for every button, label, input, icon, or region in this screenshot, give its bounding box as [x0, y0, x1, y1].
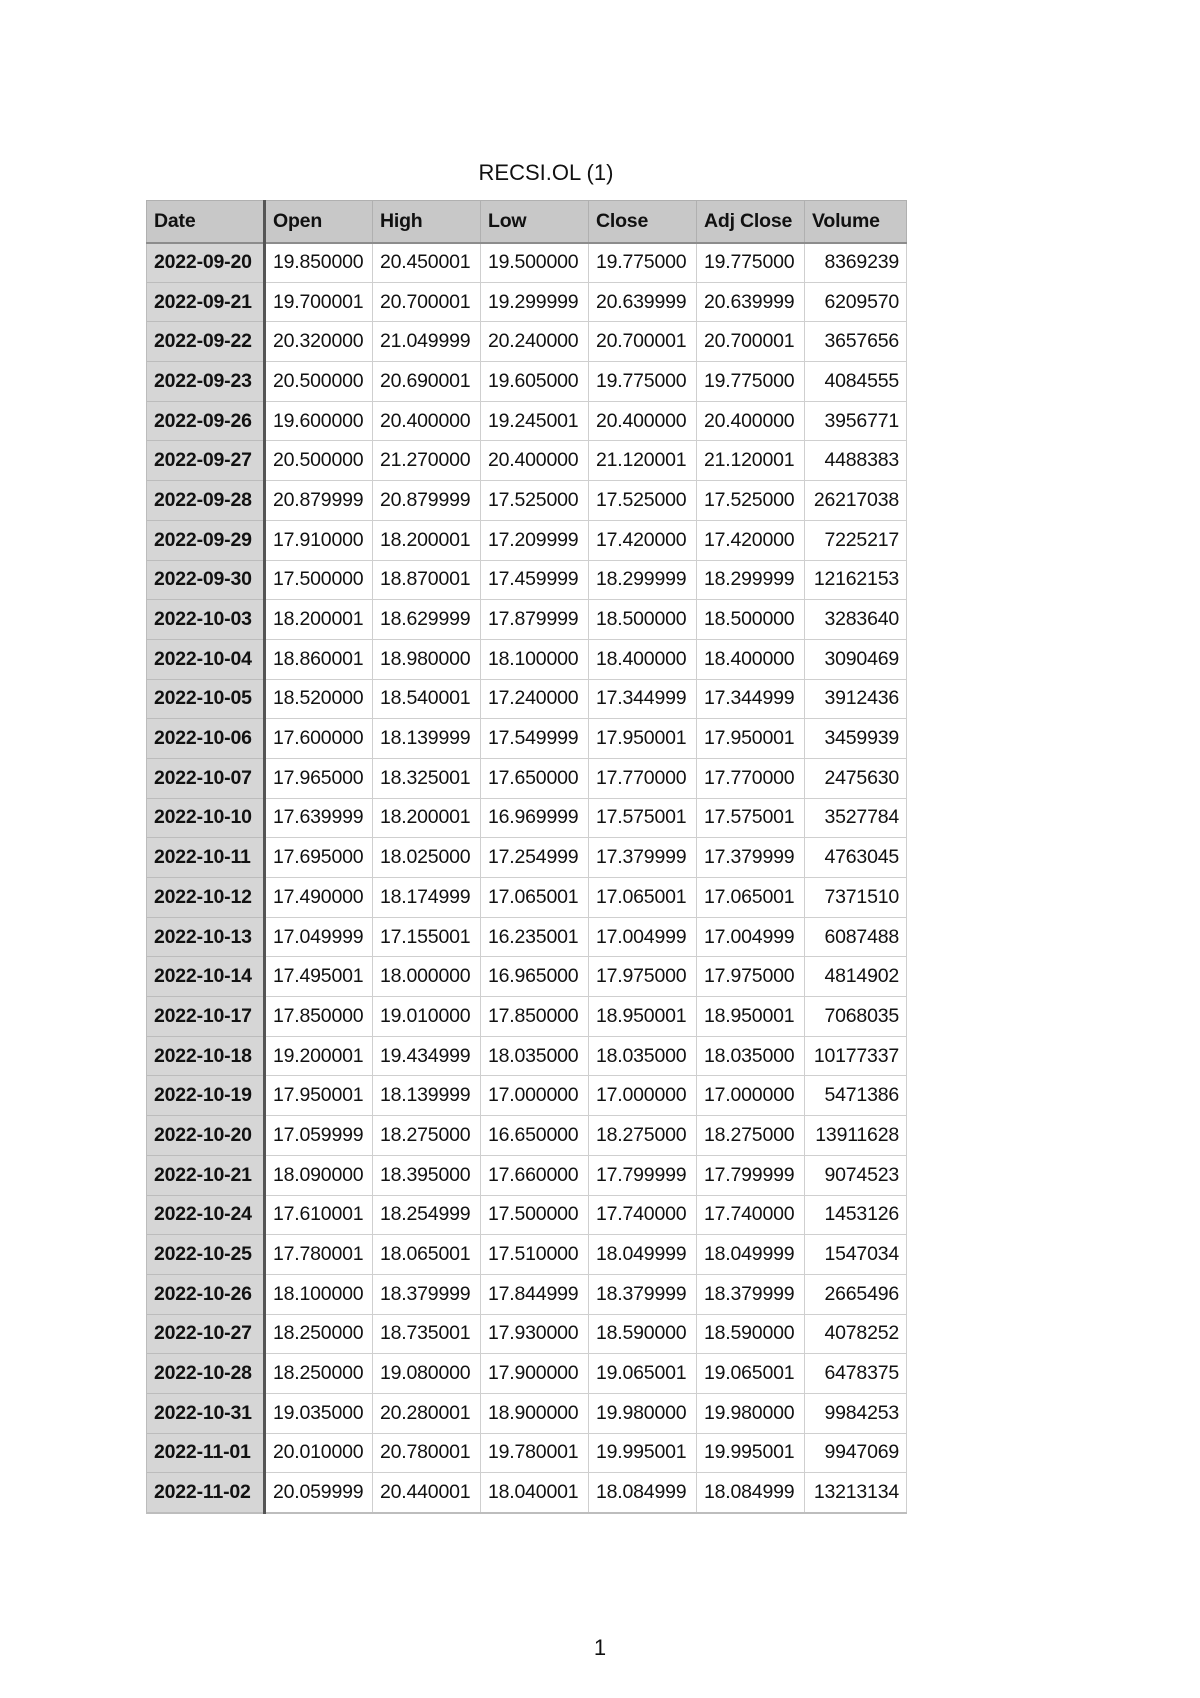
cell-close: 18.950001 [589, 997, 697, 1037]
cell-volume: 12162153 [805, 560, 907, 600]
cell-date: 2022-09-28 [147, 481, 265, 521]
cell-volume: 1453126 [805, 1195, 907, 1235]
cell-volume: 2665496 [805, 1274, 907, 1314]
cell-volume: 13213134 [805, 1473, 907, 1513]
cell-volume: 9947069 [805, 1433, 907, 1473]
cell-adj-close: 18.400000 [697, 639, 805, 679]
cell-adj-close: 18.275000 [697, 1116, 805, 1156]
cell-open: 20.500000 [265, 441, 373, 481]
cell-volume: 7068035 [805, 997, 907, 1037]
cell-low: 17.879999 [481, 600, 589, 640]
cell-date: 2022-10-28 [147, 1354, 265, 1394]
cell-date: 2022-09-26 [147, 401, 265, 441]
cell-volume: 10177337 [805, 1036, 907, 1076]
cell-adj-close: 18.299999 [697, 560, 805, 600]
cell-high: 20.690001 [373, 362, 481, 402]
cell-volume: 2475630 [805, 758, 907, 798]
column-header-volume: Volume [805, 201, 907, 243]
cell-volume: 3527784 [805, 798, 907, 838]
cell-close: 18.049999 [589, 1235, 697, 1275]
cell-low: 17.900000 [481, 1354, 589, 1394]
table-row [147, 560, 907, 600]
cell-open: 19.700001 [265, 282, 373, 322]
cell-volume: 26217038 [805, 481, 907, 521]
cell-high: 18.629999 [373, 600, 481, 640]
table-row [147, 917, 907, 957]
cell-close: 19.980000 [589, 1393, 697, 1433]
cell-close: 18.400000 [589, 639, 697, 679]
column-header-open: Open [265, 201, 373, 243]
table-row [147, 481, 907, 521]
table-row [147, 997, 907, 1037]
cell-high: 20.400000 [373, 401, 481, 441]
cell-close: 19.065001 [589, 1354, 697, 1394]
cell-low: 17.844999 [481, 1274, 589, 1314]
cell-volume: 1547034 [805, 1235, 907, 1275]
column-header-date: Date [147, 201, 265, 243]
cell-adj-close: 17.004999 [697, 917, 805, 957]
cell-low: 17.650000 [481, 758, 589, 798]
cell-low: 17.209999 [481, 520, 589, 560]
cell-low: 19.245001 [481, 401, 589, 441]
cell-date: 2022-11-01 [147, 1433, 265, 1473]
cell-high: 18.200001 [373, 798, 481, 838]
cell-low: 17.500000 [481, 1195, 589, 1235]
cell-low: 16.965000 [481, 957, 589, 997]
cell-open: 20.500000 [265, 362, 373, 402]
cell-open: 18.860001 [265, 639, 373, 679]
cell-date: 2022-09-30 [147, 560, 265, 600]
cell-close: 17.770000 [589, 758, 697, 798]
cell-low: 17.459999 [481, 560, 589, 600]
table-row [147, 441, 907, 481]
cell-high: 20.700001 [373, 282, 481, 322]
header-row [147, 201, 907, 243]
cell-low: 17.850000 [481, 997, 589, 1037]
cell-close: 18.084999 [589, 1473, 697, 1513]
cell-low: 17.254999 [481, 838, 589, 878]
cell-adj-close: 17.420000 [697, 520, 805, 560]
cell-open: 17.965000 [265, 758, 373, 798]
cell-date: 2022-11-02 [147, 1473, 265, 1513]
cell-high: 18.735001 [373, 1314, 481, 1354]
table-row [147, 243, 907, 283]
cell-high: 18.870001 [373, 560, 481, 600]
cell-adj-close: 18.035000 [697, 1036, 805, 1076]
cell-high: 20.450001 [373, 243, 481, 283]
cell-open: 17.850000 [265, 997, 373, 1037]
cell-adj-close: 17.950001 [697, 719, 805, 759]
cell-low: 20.400000 [481, 441, 589, 481]
cell-date: 2022-10-31 [147, 1393, 265, 1433]
cell-adj-close: 20.400000 [697, 401, 805, 441]
cell-volume: 3090469 [805, 639, 907, 679]
cell-close: 20.639999 [589, 282, 697, 322]
cell-date: 2022-10-27 [147, 1314, 265, 1354]
cell-adj-close: 18.500000 [697, 600, 805, 640]
cell-date: 2022-10-26 [147, 1274, 265, 1314]
column-header-adj-close: Adj Close [697, 201, 805, 243]
table-row [147, 1155, 907, 1195]
cell-date: 2022-10-10 [147, 798, 265, 838]
cell-close: 17.740000 [589, 1195, 697, 1235]
cell-open: 17.639999 [265, 798, 373, 838]
cell-volume: 6478375 [805, 1354, 907, 1394]
cell-volume: 6087488 [805, 917, 907, 957]
table-row [147, 322, 907, 362]
column-header-high: High [373, 201, 481, 243]
cell-close: 18.590000 [589, 1314, 697, 1354]
column-header-low: Low [481, 201, 589, 243]
cell-adj-close: 20.700001 [697, 322, 805, 362]
table-row [147, 1235, 907, 1275]
cell-volume: 4763045 [805, 838, 907, 878]
cell-open: 18.520000 [265, 679, 373, 719]
table-row [147, 1195, 907, 1235]
cell-date: 2022-09-22 [147, 322, 265, 362]
cell-high: 18.379999 [373, 1274, 481, 1314]
table-row [147, 838, 907, 878]
cell-low: 16.969999 [481, 798, 589, 838]
table-row [147, 1354, 907, 1394]
cell-adj-close: 18.084999 [697, 1473, 805, 1513]
cell-close: 18.500000 [589, 600, 697, 640]
cell-date: 2022-10-03 [147, 600, 265, 640]
cell-open: 17.610001 [265, 1195, 373, 1235]
cell-open: 20.320000 [265, 322, 373, 362]
cell-open: 17.600000 [265, 719, 373, 759]
cell-open: 17.049999 [265, 917, 373, 957]
cell-close: 17.000000 [589, 1076, 697, 1116]
cell-date: 2022-10-21 [147, 1155, 265, 1195]
cell-volume: 4078252 [805, 1314, 907, 1354]
cell-date: 2022-09-20 [147, 243, 265, 283]
table-row [147, 1036, 907, 1076]
cell-high: 19.010000 [373, 997, 481, 1037]
cell-date: 2022-10-04 [147, 639, 265, 679]
cell-close: 21.120001 [589, 441, 697, 481]
cell-high: 19.434999 [373, 1036, 481, 1076]
cell-date: 2022-09-29 [147, 520, 265, 560]
cell-low: 18.040001 [481, 1473, 589, 1513]
cell-adj-close: 17.740000 [697, 1195, 805, 1235]
cell-close: 17.420000 [589, 520, 697, 560]
table-row [147, 1393, 907, 1433]
table-row [147, 600, 907, 640]
cell-close: 19.995001 [589, 1433, 697, 1473]
table-row [147, 639, 907, 679]
cell-adj-close: 17.770000 [697, 758, 805, 798]
cell-adj-close: 18.379999 [697, 1274, 805, 1314]
cell-adj-close: 20.639999 [697, 282, 805, 322]
cell-high: 18.000000 [373, 957, 481, 997]
cell-adj-close: 18.590000 [697, 1314, 805, 1354]
table-row [147, 1314, 907, 1354]
cell-close: 18.035000 [589, 1036, 697, 1076]
cell-close: 17.525000 [589, 481, 697, 521]
cell-low: 18.900000 [481, 1393, 589, 1433]
cell-adj-close: 21.120001 [697, 441, 805, 481]
cell-low: 17.065001 [481, 878, 589, 918]
cell-adj-close: 17.344999 [697, 679, 805, 719]
cell-open: 18.250000 [265, 1314, 373, 1354]
page-number: 1 [593, 1635, 607, 1660]
cell-high: 18.254999 [373, 1195, 481, 1235]
cell-close: 19.775000 [589, 362, 697, 402]
table-body [147, 243, 907, 1513]
cell-adj-close: 19.980000 [697, 1393, 805, 1433]
cell-volume: 5471386 [805, 1076, 907, 1116]
cell-volume: 8369239 [805, 243, 907, 283]
cell-adj-close: 18.950001 [697, 997, 805, 1037]
cell-close: 17.379999 [589, 838, 697, 878]
cell-high: 19.080000 [373, 1354, 481, 1394]
cell-date: 2022-10-07 [147, 758, 265, 798]
cell-high: 20.280001 [373, 1393, 481, 1433]
table-row [147, 1473, 907, 1513]
cell-date: 2022-10-18 [147, 1036, 265, 1076]
cell-adj-close: 17.525000 [697, 481, 805, 521]
table-row [147, 362, 907, 402]
cell-low: 16.235001 [481, 917, 589, 957]
cell-open: 20.059999 [265, 1473, 373, 1513]
cell-high: 18.395000 [373, 1155, 481, 1195]
cell-open: 17.950001 [265, 1076, 373, 1116]
table-row [147, 401, 907, 441]
cell-date: 2022-10-14 [147, 957, 265, 997]
cell-high: 21.270000 [373, 441, 481, 481]
cell-volume: 9074523 [805, 1155, 907, 1195]
cell-high: 18.139999 [373, 1076, 481, 1116]
cell-high: 17.155001 [373, 917, 481, 957]
cell-low: 17.510000 [481, 1235, 589, 1275]
cell-close: 18.299999 [589, 560, 697, 600]
cell-open: 18.200001 [265, 600, 373, 640]
cell-volume: 13911628 [805, 1116, 907, 1156]
cell-adj-close: 17.379999 [697, 838, 805, 878]
cell-volume: 3657656 [805, 322, 907, 362]
cell-low: 17.660000 [481, 1155, 589, 1195]
cell-open: 19.850000 [265, 243, 373, 283]
cell-open: 19.600000 [265, 401, 373, 441]
cell-low: 18.035000 [481, 1036, 589, 1076]
table-row [147, 679, 907, 719]
cell-adj-close: 19.065001 [697, 1354, 805, 1394]
cell-open: 19.200001 [265, 1036, 373, 1076]
table-row [147, 1274, 907, 1314]
cell-high: 18.325001 [373, 758, 481, 798]
cell-adj-close: 17.000000 [697, 1076, 805, 1116]
cell-high: 20.879999 [373, 481, 481, 521]
cell-low: 19.605000 [481, 362, 589, 402]
cell-close: 18.379999 [589, 1274, 697, 1314]
cell-high: 18.200001 [373, 520, 481, 560]
cell-high: 21.049999 [373, 322, 481, 362]
cell-open: 17.490000 [265, 878, 373, 918]
cell-high: 18.540001 [373, 679, 481, 719]
cell-close: 17.799999 [589, 1155, 697, 1195]
cell-close: 17.004999 [589, 917, 697, 957]
table-row [147, 1433, 907, 1473]
cell-close: 17.065001 [589, 878, 697, 918]
cell-high: 18.174999 [373, 878, 481, 918]
cell-close: 19.775000 [589, 243, 697, 283]
cell-open: 17.059999 [265, 1116, 373, 1156]
cell-open: 17.495001 [265, 957, 373, 997]
cell-date: 2022-10-11 [147, 838, 265, 878]
cell-volume: 3912436 [805, 679, 907, 719]
table-row [147, 282, 907, 322]
cell-adj-close: 17.799999 [697, 1155, 805, 1195]
cell-volume: 4814902 [805, 957, 907, 997]
table-row [147, 878, 907, 918]
cell-date: 2022-09-23 [147, 362, 265, 402]
cell-volume: 3283640 [805, 600, 907, 640]
cell-low: 19.299999 [481, 282, 589, 322]
cell-volume: 7225217 [805, 520, 907, 560]
cell-low: 17.525000 [481, 481, 589, 521]
table-row [147, 957, 907, 997]
cell-close: 20.400000 [589, 401, 697, 441]
cell-date: 2022-10-13 [147, 917, 265, 957]
cell-high: 18.139999 [373, 719, 481, 759]
cell-high: 20.440001 [373, 1473, 481, 1513]
stock-price-table [146, 200, 907, 1514]
cell-date: 2022-10-17 [147, 997, 265, 1037]
table-row [147, 758, 907, 798]
cell-volume: 4488383 [805, 441, 907, 481]
table-row [147, 798, 907, 838]
cell-adj-close: 17.065001 [697, 878, 805, 918]
cell-date: 2022-09-21 [147, 282, 265, 322]
column-header-close: Close [589, 201, 697, 243]
cell-open: 20.879999 [265, 481, 373, 521]
cell-open: 18.100000 [265, 1274, 373, 1314]
cell-date: 2022-10-19 [147, 1076, 265, 1116]
cell-date: 2022-10-12 [147, 878, 265, 918]
cell-low: 20.240000 [481, 322, 589, 362]
table-row [147, 719, 907, 759]
cell-low: 17.240000 [481, 679, 589, 719]
cell-open: 20.010000 [265, 1433, 373, 1473]
cell-open: 18.250000 [265, 1354, 373, 1394]
cell-open: 19.035000 [265, 1393, 373, 1433]
cell-open: 17.695000 [265, 838, 373, 878]
cell-adj-close: 19.995001 [697, 1433, 805, 1473]
cell-date: 2022-10-25 [147, 1235, 265, 1275]
cell-low: 17.000000 [481, 1076, 589, 1116]
cell-date: 2022-10-24 [147, 1195, 265, 1235]
cell-open: 17.500000 [265, 560, 373, 600]
cell-high: 18.275000 [373, 1116, 481, 1156]
cell-high: 18.980000 [373, 639, 481, 679]
cell-low: 17.549999 [481, 719, 589, 759]
table-row [147, 1076, 907, 1116]
cell-date: 2022-10-20 [147, 1116, 265, 1156]
cell-adj-close: 17.975000 [697, 957, 805, 997]
cell-open: 17.910000 [265, 520, 373, 560]
cell-adj-close: 17.575001 [697, 798, 805, 838]
cell-adj-close: 18.049999 [697, 1235, 805, 1275]
cell-close: 17.344999 [589, 679, 697, 719]
sheet-title: RECSI.OL (1) [478, 160, 614, 185]
table-row [147, 520, 907, 560]
cell-open: 18.090000 [265, 1155, 373, 1195]
cell-high: 20.780001 [373, 1433, 481, 1473]
cell-volume: 9984253 [805, 1393, 907, 1433]
cell-date: 2022-10-05 [147, 679, 265, 719]
cell-low: 16.650000 [481, 1116, 589, 1156]
cell-volume: 7371510 [805, 878, 907, 918]
cell-low: 19.780001 [481, 1433, 589, 1473]
cell-volume: 4084555 [805, 362, 907, 402]
cell-volume: 3956771 [805, 401, 907, 441]
cell-date: 2022-09-27 [147, 441, 265, 481]
cell-low: 17.930000 [481, 1314, 589, 1354]
table-header [147, 201, 907, 243]
cell-open: 17.780001 [265, 1235, 373, 1275]
cell-close: 18.275000 [589, 1116, 697, 1156]
cell-close: 17.575001 [589, 798, 697, 838]
cell-high: 18.025000 [373, 838, 481, 878]
cell-close: 20.700001 [589, 322, 697, 362]
cell-adj-close: 19.775000 [697, 243, 805, 283]
cell-low: 18.100000 [481, 639, 589, 679]
cell-close: 17.950001 [589, 719, 697, 759]
cell-adj-close: 19.775000 [697, 362, 805, 402]
cell-high: 18.065001 [373, 1235, 481, 1275]
cell-date: 2022-10-06 [147, 719, 265, 759]
cell-volume: 6209570 [805, 282, 907, 322]
table-row [147, 1116, 907, 1156]
cell-low: 19.500000 [481, 243, 589, 283]
cell-volume: 3459939 [805, 719, 907, 759]
cell-close: 17.975000 [589, 957, 697, 997]
